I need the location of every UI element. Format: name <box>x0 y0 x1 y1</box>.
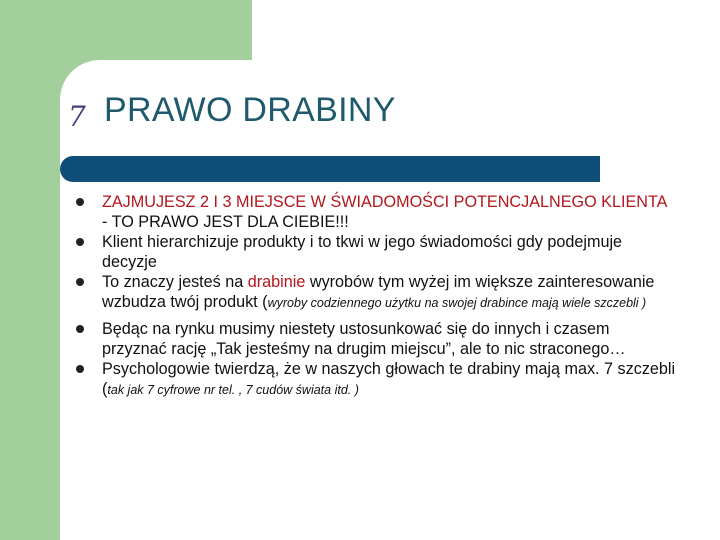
bullet-dot-icon <box>76 325 84 333</box>
title-underline-bar <box>60 156 600 182</box>
bullet-1-highlight: ZAJMUJESZ 2 I 3 MIEJSCE W ŚWIADOMOŚCI POTENCJALNEGO KLIENTA <box>102 193 667 211</box>
bullet-1-text: - TO PRAWO JEST DLA CIEBIE!!! <box>102 213 349 231</box>
bullet-dot-icon <box>76 365 84 373</box>
bullet-list <box>76 192 676 400</box>
bullet-4-text: Będąc na rynku musimy niestety ustosunkować się do innych i czasem przyznać rację „Tak jesteśmy na drugim miejscu”, ale to nic straconego… <box>102 320 626 358</box>
bullet-item-3 <box>76 272 676 313</box>
bullet-3-text-before: To znaczy jesteś na <box>102 273 248 291</box>
bullet-dot-icon <box>76 198 84 206</box>
bullet-dot-icon <box>76 278 84 286</box>
slide-number: 7 <box>68 100 86 133</box>
bullet-3-highlight: drabinie <box>247 273 306 291</box>
bullet-item-5 <box>76 359 676 400</box>
bullet-3-text-after: wyrobów tym wyżej im większe zainteresowanie wzbudza twój produkt ( <box>102 273 655 311</box>
bullet-item-4 <box>76 319 676 359</box>
bullet-2-text: Klient hierarchizuje produkty i to tkwi w jego świadomości gdy podejmuje decyzje <box>102 233 623 271</box>
bullet-5-small-note: tak jak 7 cyfrowe nr tel. , 7 cudów świata itd. ) <box>107 383 359 397</box>
bullet-dot-icon <box>76 238 84 246</box>
bullet-5-text-before: Psychologowie twierdzą, że w naszych głowach te drabiny mają max. 7 szczebli ( <box>102 360 676 398</box>
bullet-item-1 <box>76 192 676 232</box>
bullet-3-small-note: wyroby codziennego użytku na swojej drabince mają wiele szczebli ) <box>267 296 647 310</box>
bullet-item-2 <box>76 232 676 272</box>
slide-title: PRAWO DRABINY <box>104 91 396 129</box>
